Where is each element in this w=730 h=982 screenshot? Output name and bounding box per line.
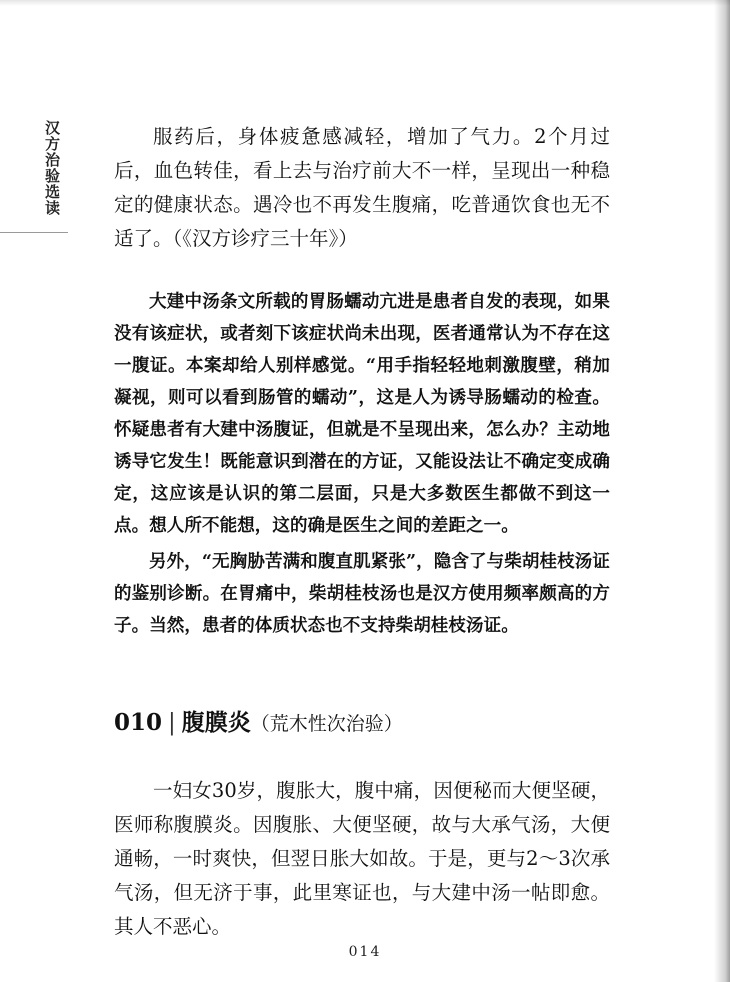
case-description-paragraph: 一妇女30岁，腹胀大，腹中痛，因便秘而大便坚硬，医师称腹膜炎。因腹胀、大便坚硬，故与大承气汤，大便通畅，一时爽快，但翌日胀大如故。于是，更与2～3次承气汤，但无济于事，此里寒证也，与大建中汤一帖即愈。其人不恶心。 [114, 779, 610, 938]
section-heading [114, 706, 610, 741]
page-spine-shadow [714, 0, 730, 982]
section-divider: | [168, 710, 176, 736]
section-source: （荒木性次治验） [250, 713, 403, 735]
running-title-rule [0, 232, 68, 233]
page-top-shadow [0, 0, 730, 6]
commentary-paragraph-1: 大建中汤条文所载的胃肠蠕动亢进是患者自发的表现，如果没有该症状，或者刻下该症状尚未出现，医者通常认为不存在这一腹证。本案却给人别样感觉。“用手指轻轻地刺激腹壁，稍加凝视，则可以看到肠管的蠕动”，这是人为诱导肠蠕动的检查。怀疑患者有大建中汤腹证，但就是不呈现出来，怎么办？主动地诱导它发生！既能意识到潜在的方证，又能设法让不确定变成确定，这应该是认识的第二层面，只是大多数医生都做不到这一点。想人所不能想，这的确是医生之间的差距之一。 [114, 292, 610, 536]
section-number: 010 [114, 709, 163, 736]
section-title: 腹膜炎 [181, 709, 251, 736]
running-title: 汉方治验选读 [43, 120, 61, 216]
case-outcome-paragraph: 服药后，身体疲惫感减轻，增加了气力。2个月过后，血色转佳，看上去与治疗前大不一样，呈现出一种稳定的健康状态。遇冷也不再发生腹痛，吃普通饮食也无不适了。（《汉方诊疗三十年》） [114, 125, 610, 250]
page-number: 014 [348, 944, 382, 960]
commentary-paragraph-2: 另外，“无胸胁苦满和腹直肌紧张”，隐含了与柴胡桂枝汤证的鉴别诊断。在胃痛中，柴胡桂枝汤也是汉方使用频率颇高的方子。当然，患者的体质状态也不支持柴胡桂枝汤证。 [114, 552, 610, 636]
